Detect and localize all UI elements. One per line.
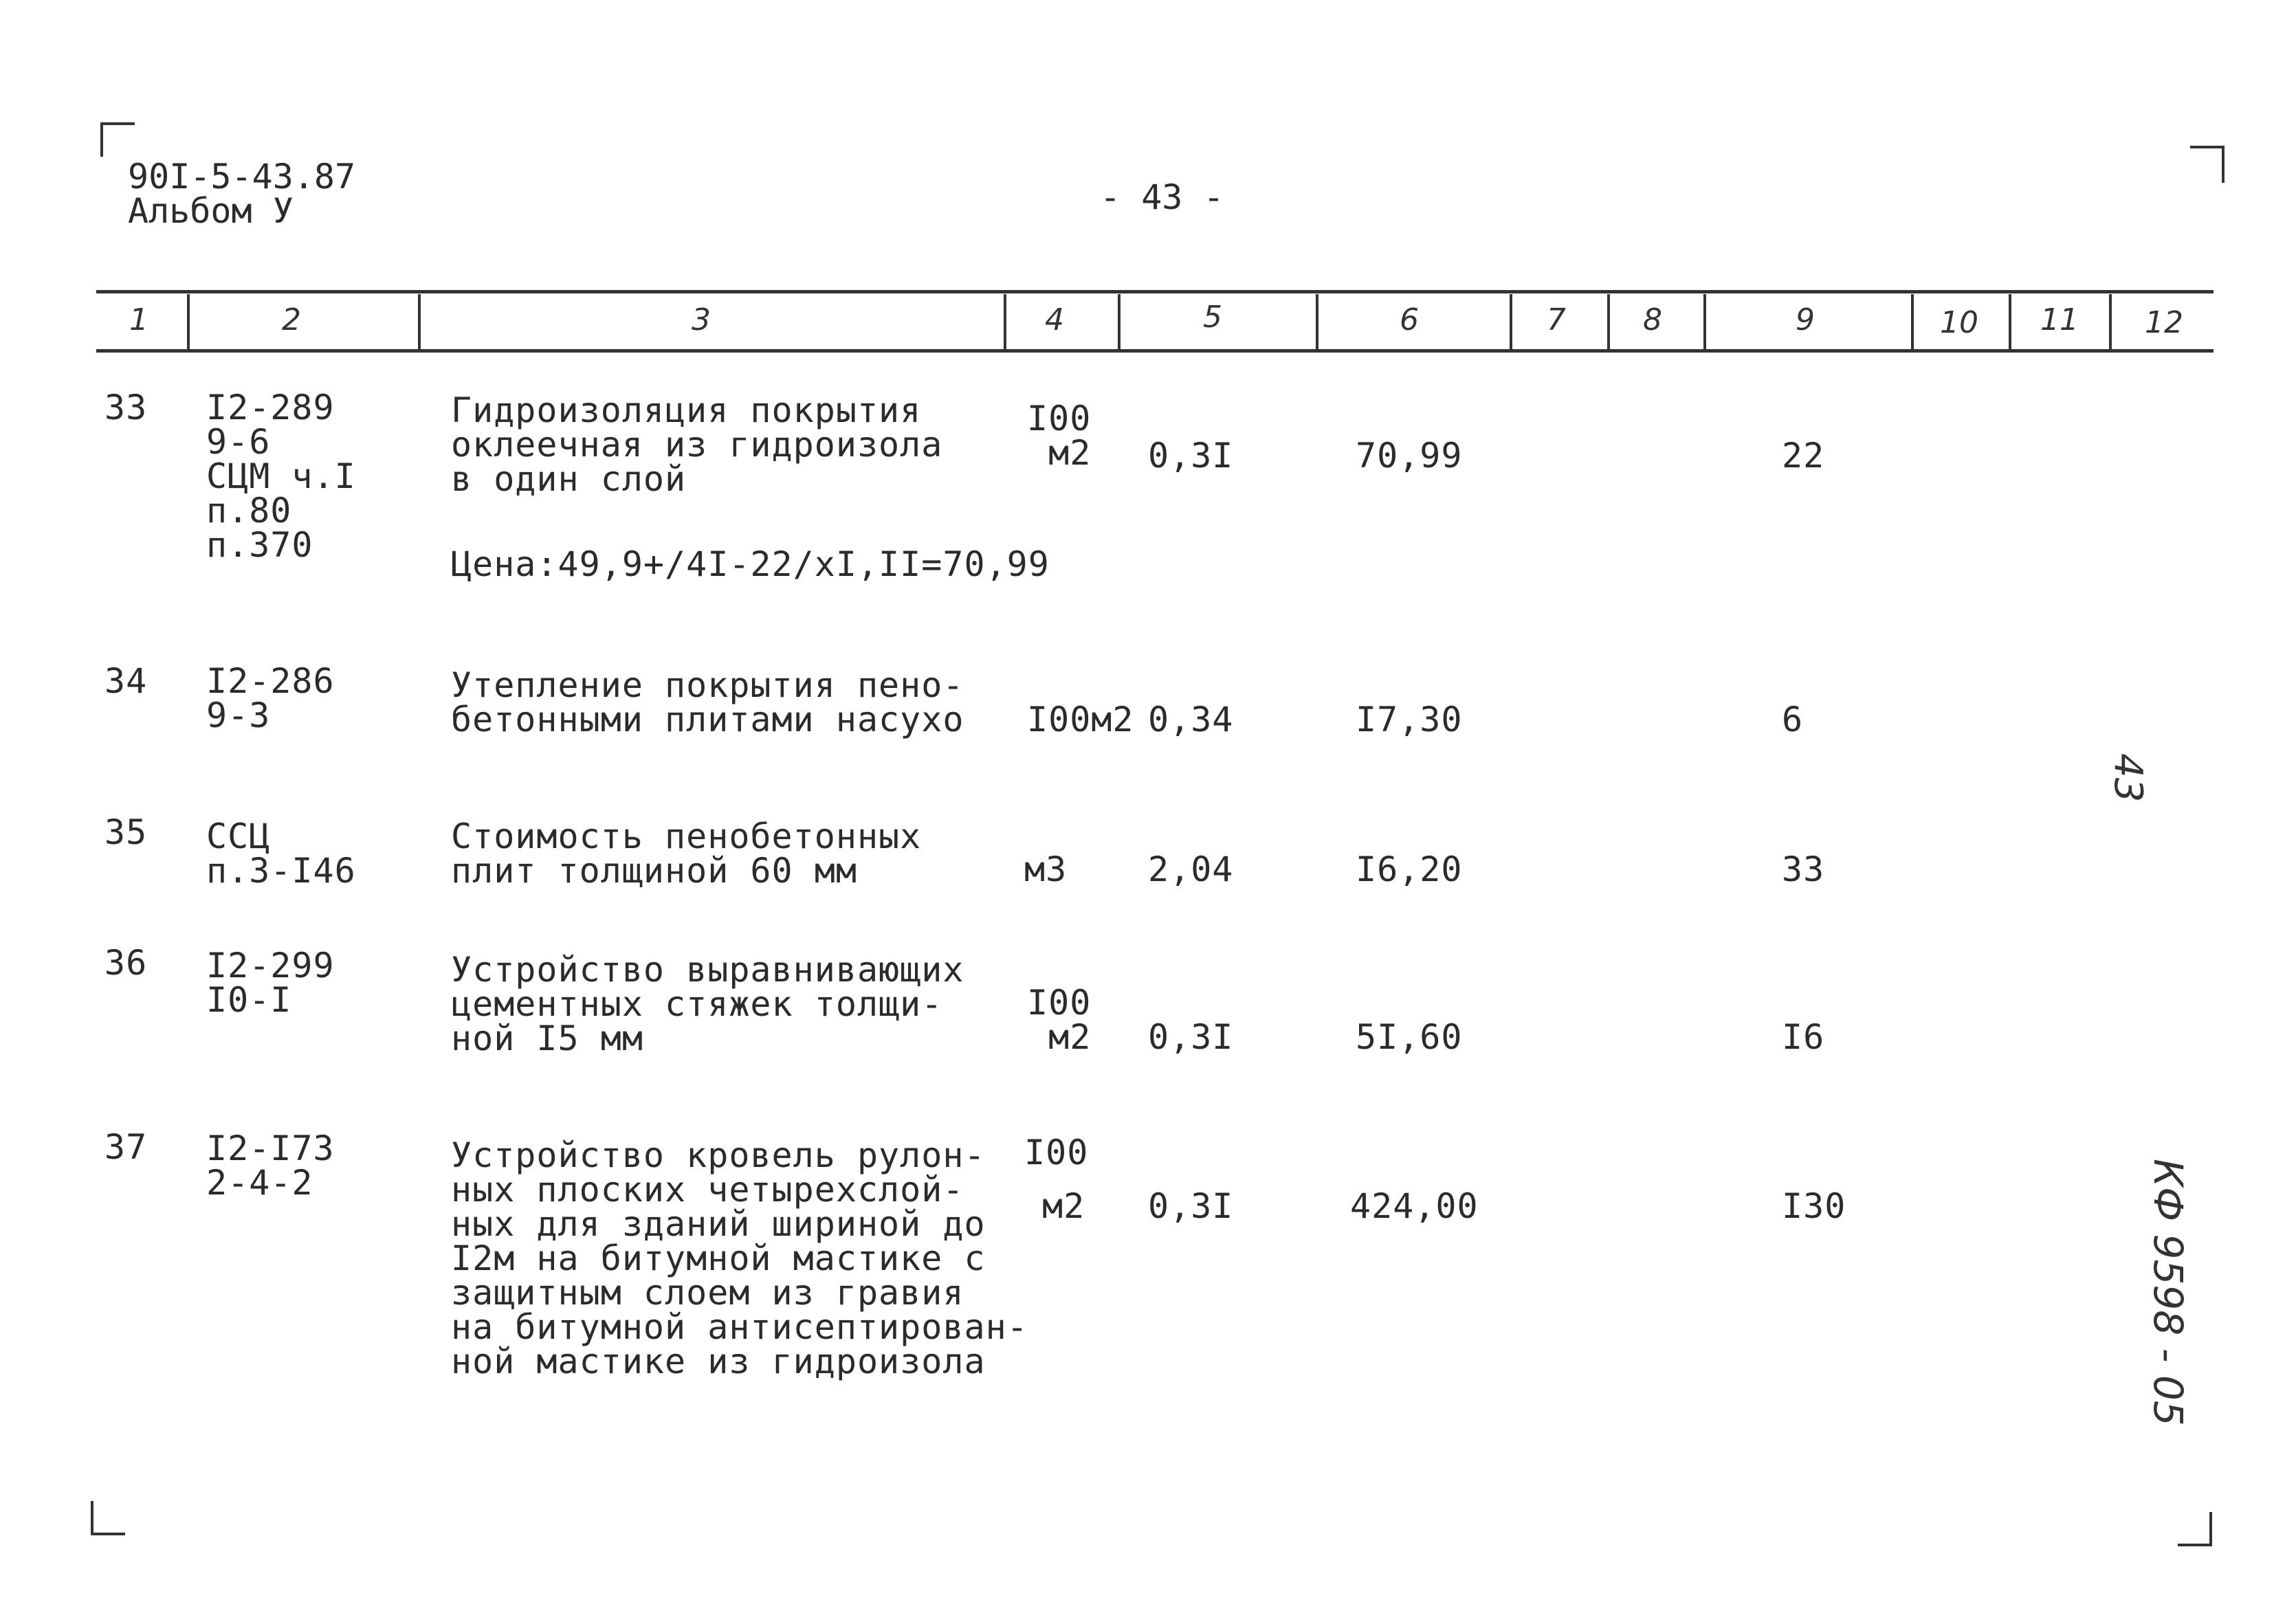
- row-quantity: 0,3I: [1148, 1017, 1234, 1057]
- column-number: 4: [1045, 302, 1064, 337]
- column-divider: [1607, 294, 1610, 352]
- table-header-top-line: [96, 290, 2214, 293]
- row-price-note: Цена:49,9+/4I-22/xI,II=70,99: [451, 544, 1050, 584]
- column-divider: [1911, 294, 1914, 352]
- row-unit-price: I6,20: [1356, 849, 1463, 889]
- row-quantity: 0,3I: [1148, 1186, 1234, 1226]
- column-number: 1: [129, 302, 148, 337]
- margin-page-mark: 43: [2106, 753, 2150, 803]
- column-divider: [1703, 294, 1706, 352]
- table-header-bottom-line: [96, 349, 2214, 353]
- row-number: 34: [104, 661, 148, 701]
- column-number: 3: [692, 302, 711, 337]
- corner-mark-top-left: [100, 122, 135, 157]
- row-number: 36: [104, 943, 148, 983]
- row-number: 35: [104, 812, 148, 852]
- column-divider: [2009, 294, 2011, 352]
- column-divider: [1004, 294, 1006, 352]
- row-quantity: 0,34: [1148, 700, 1234, 739]
- row-code: I2-I73 2-4-2: [206, 1128, 335, 1203]
- row-unit: I00 м2: [1027, 399, 1092, 473]
- column-divider: [418, 294, 421, 352]
- column-number: 11: [2040, 302, 2079, 337]
- row-description: Устройство выравнивающих цементных стяжек толщи- ной I5 мм: [451, 950, 964, 1058]
- row-unit-price: 424,00: [1350, 1186, 1479, 1226]
- album-label: Альбом У: [128, 191, 294, 231]
- column-divider: [1510, 294, 1512, 352]
- row-column-9: 33: [1782, 849, 1825, 889]
- row-column-9: 22: [1782, 436, 1825, 476]
- column-number: 9: [1796, 302, 1815, 337]
- corner-mark-top-right: [2190, 146, 2225, 183]
- corner-mark-bottom-left: [91, 1501, 125, 1535]
- column-divider: [187, 294, 190, 352]
- row-code: ССЦ п.3-I46: [206, 816, 356, 891]
- column-number: 7: [1547, 302, 1566, 337]
- row-description: Устройство кровель рулон- ных плоских четырехслой- ных для зданий шириной до I2м на битумной мастике с защитным слоем из гравия на битумной антисептирован- ной мастике из гидроизола: [451, 1135, 1028, 1381]
- row-unit-price: 70,99: [1356, 436, 1463, 476]
- column-divider: [2109, 294, 2112, 352]
- row-quantity: 0,3I: [1148, 436, 1234, 476]
- row-description: Утепление покрытия пено- бетонными плитами насухо: [451, 665, 964, 739]
- row-unit: I00м2: [1027, 700, 1134, 739]
- corner-mark-bottom-right: [2178, 1512, 2212, 1546]
- column-number: 2: [282, 302, 301, 337]
- row-unit: I00 м2: [1027, 983, 1092, 1057]
- row-code: I2-289 9-6 СЦМ ч.I п.80 п.370: [206, 388, 356, 565]
- margin-stamp-number: КФ 9598 - 05: [2145, 1159, 2192, 1426]
- row-description: Стоимость пенобетонных плит толщиной 60 мм: [451, 816, 922, 891]
- row-unit-second-line: м2: [1042, 1186, 1085, 1226]
- row-code: I2-286 9-3: [206, 661, 335, 735]
- column-number: 6: [1400, 302, 1419, 337]
- row-code: I2-299 I0-I: [206, 946, 335, 1020]
- page-number: - 43 -: [1100, 177, 1224, 217]
- column-number: 5: [1203, 300, 1222, 335]
- row-quantity: 2,04: [1148, 849, 1234, 889]
- column-number: 12: [2145, 305, 2183, 340]
- row-number: 33: [104, 388, 148, 427]
- column-number: 8: [1643, 302, 1662, 337]
- row-column-9: I30: [1782, 1186, 1846, 1226]
- row-column-9: 6: [1782, 700, 1804, 739]
- row-unit-price: I7,30: [1356, 700, 1463, 739]
- row-column-9: I6: [1782, 1017, 1825, 1057]
- row-unit-price: 5I,60: [1356, 1017, 1463, 1057]
- column-number: 10: [1940, 305, 1978, 340]
- row-unit: I00: [1024, 1133, 1089, 1172]
- document-code: 90I-5-43.87: [128, 157, 356, 197]
- row-unit: м3: [1024, 849, 1068, 889]
- row-number: 37: [104, 1127, 148, 1167]
- column-divider: [1316, 294, 1318, 352]
- row-description: Гидроизоляция покрытия оклеечная из гидроизола в один слой: [451, 390, 943, 499]
- column-divider: [1118, 294, 1121, 352]
